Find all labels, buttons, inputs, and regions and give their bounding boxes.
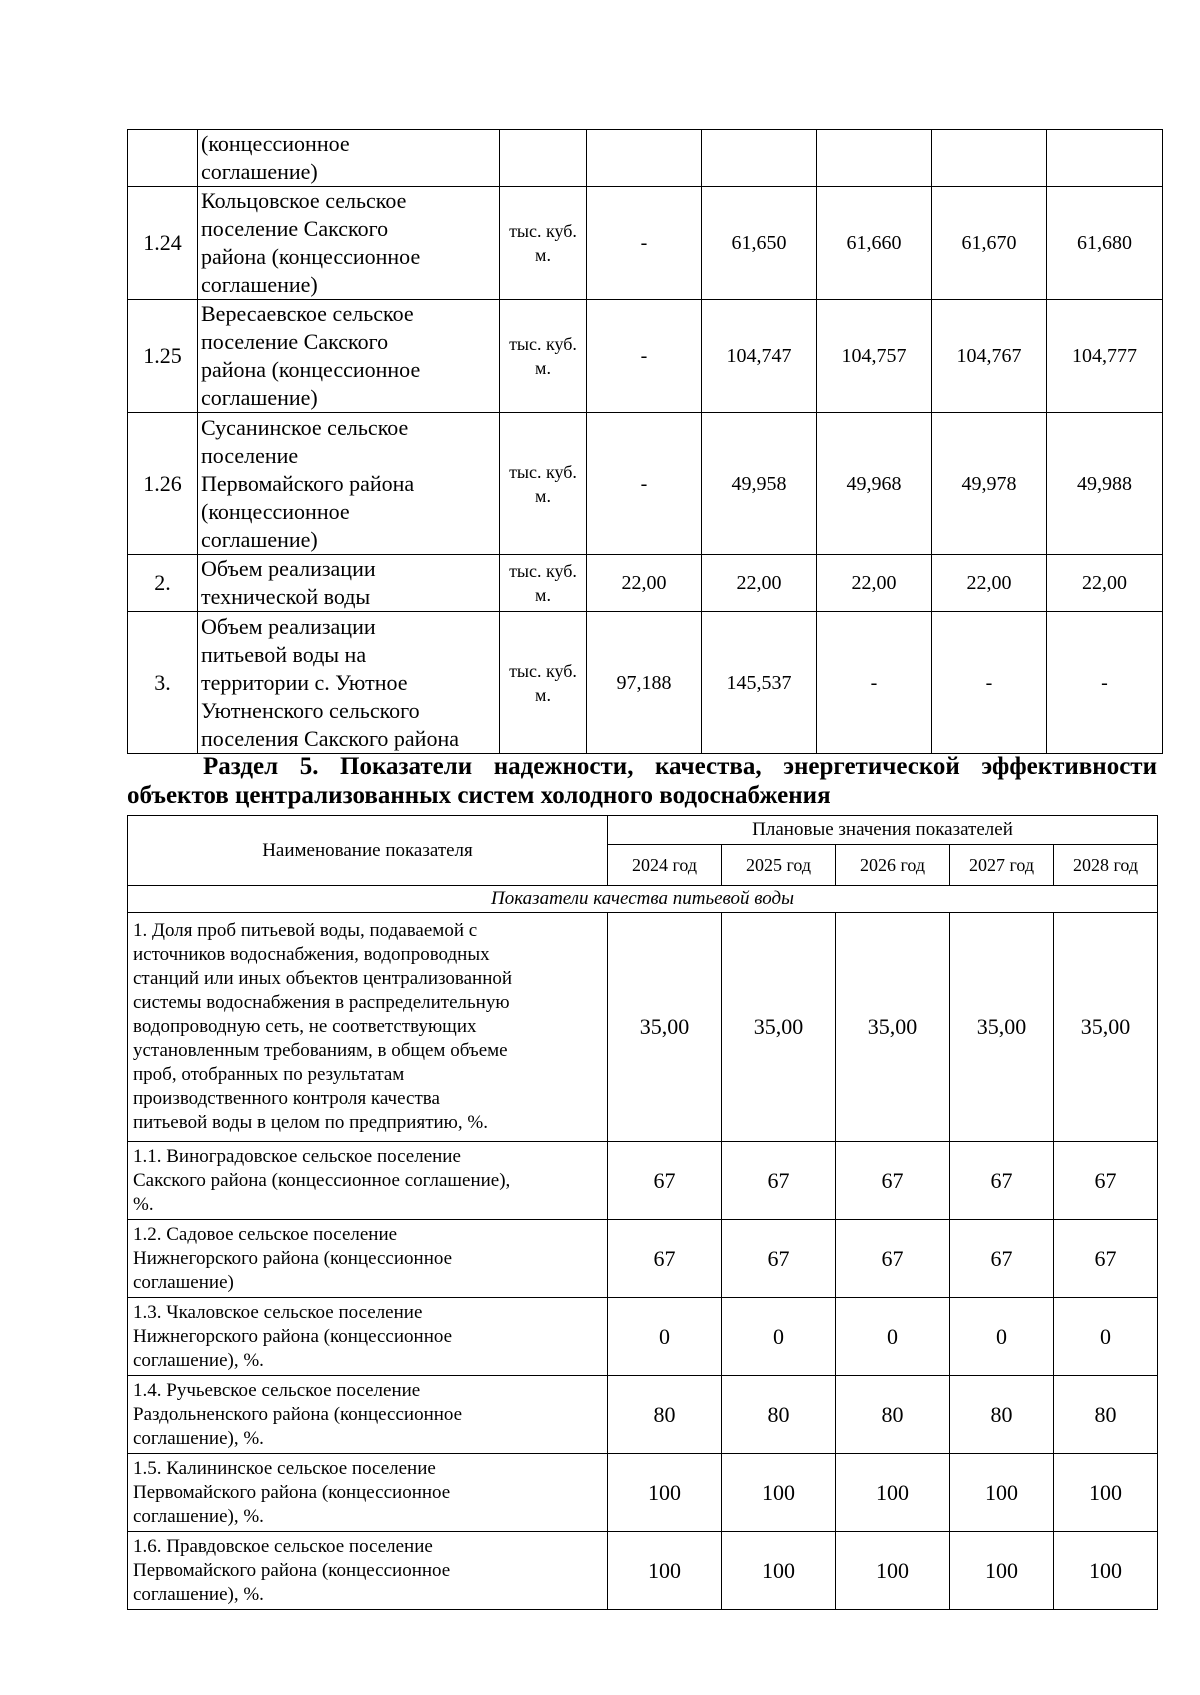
value-cell: 22,00 xyxy=(702,555,817,612)
value-cell: 49,978 xyxy=(932,413,1047,555)
value-cell: 100 xyxy=(836,1532,950,1610)
value-cell: 67 xyxy=(608,1142,722,1220)
value-cell: 35,00 xyxy=(836,913,950,1142)
row-unit: тыс. куб. м. xyxy=(500,612,587,754)
row-number: 1.25 xyxy=(128,300,198,413)
value-cell: - xyxy=(587,300,702,413)
row-number: 2. xyxy=(128,555,198,612)
value-cell: 67 xyxy=(836,1220,950,1298)
value-cell: 97,188 xyxy=(587,612,702,754)
value-cell: 80 xyxy=(722,1376,836,1454)
section-heading: Раздел 5. Показатели надежности, качества, энергетической эффективности объектов централизованных систем холодного водоснабжения xyxy=(127,753,1157,809)
value-cell: 100 xyxy=(608,1454,722,1532)
indicator-description: 1.2. Садовое сельское поселение Нижнегорского района (концессионное соглашение) xyxy=(128,1220,608,1298)
row-unit: тыс. куб. м. xyxy=(500,187,587,300)
year-header: 2025 год xyxy=(722,845,836,886)
table-row xyxy=(128,555,1163,612)
value-cell: - xyxy=(932,612,1047,754)
value-cell: 100 xyxy=(1054,1454,1158,1532)
row-name: Сусанинское сельское поселение Первомайского района (концессионное соглашение) xyxy=(198,413,500,555)
value-cell: 67 xyxy=(722,1220,836,1298)
value-cell: 0 xyxy=(1054,1298,1158,1376)
row-unit: тыс. куб. м. xyxy=(500,300,587,413)
table-row xyxy=(128,1376,1158,1454)
table-row xyxy=(128,187,1163,300)
year-header: 2027 год xyxy=(950,845,1054,886)
value-cell: 22,00 xyxy=(817,555,932,612)
value-cell: 49,988 xyxy=(1047,413,1163,555)
value-cell: 67 xyxy=(1054,1220,1158,1298)
value-cell: 0 xyxy=(722,1298,836,1376)
value-cell: 22,00 xyxy=(1047,555,1163,612)
value-cell: 35,00 xyxy=(608,913,722,1142)
value-cell: 104,777 xyxy=(1047,300,1163,413)
value-cell: 80 xyxy=(608,1376,722,1454)
indicators-table xyxy=(127,815,1158,1610)
table-row xyxy=(128,300,1163,413)
value-cell: 67 xyxy=(950,1220,1054,1298)
year-header: 2028 год xyxy=(1054,845,1158,886)
value-cell: 61,670 xyxy=(932,187,1047,300)
volume-table xyxy=(127,129,1163,754)
value-cell xyxy=(1047,130,1163,187)
row-number: 1.24 xyxy=(128,187,198,300)
value-cell: 67 xyxy=(1054,1142,1158,1220)
value-cell: 35,00 xyxy=(1054,913,1158,1142)
table-row xyxy=(128,1454,1158,1532)
value-cell: - xyxy=(587,413,702,555)
value-cell: 22,00 xyxy=(587,555,702,612)
table-row xyxy=(128,413,1163,555)
value-cell: - xyxy=(817,612,932,754)
row-name: Кольцовское сельское поселение Сакского района (концессионное соглашение) xyxy=(198,187,500,300)
row-name: Объем реализации технической воды xyxy=(198,555,500,612)
value-cell: 35,00 xyxy=(950,913,1054,1142)
value-cell: 100 xyxy=(1054,1532,1158,1610)
value-cell: - xyxy=(1047,612,1163,754)
indicator-description: 1.5. Калининское сельское поселение Первомайского района (концессионное соглашение), %. xyxy=(128,1454,608,1532)
value-cell: 100 xyxy=(722,1454,836,1532)
value-cell: 35,00 xyxy=(722,913,836,1142)
value-cell: 67 xyxy=(836,1142,950,1220)
value-cell: 49,958 xyxy=(702,413,817,555)
value-cell: 49,968 xyxy=(817,413,932,555)
table-row xyxy=(128,1532,1158,1610)
value-cell: 80 xyxy=(950,1376,1054,1454)
indicator-description: 1.4. Ручьевское сельское поселение Раздольненского района (концессионное соглашение), %. xyxy=(128,1376,608,1454)
table-row xyxy=(128,130,1163,187)
row-name: (концессионное соглашение) xyxy=(198,130,500,187)
indicator-description: 1.6. Правдовское сельское поселение Первомайского района (концессионное соглашение), %. xyxy=(128,1532,608,1610)
row-number: 1.26 xyxy=(128,413,198,555)
value-cell: 100 xyxy=(608,1532,722,1610)
value-cell: 104,767 xyxy=(932,300,1047,413)
year-header: 2024 год xyxy=(608,845,722,886)
value-cell: 61,650 xyxy=(702,187,817,300)
row-unit: тыс. куб. м. xyxy=(500,413,587,555)
value-cell: 104,757 xyxy=(817,300,932,413)
value-cell: 100 xyxy=(950,1454,1054,1532)
subsection-row xyxy=(128,886,1158,913)
row-unit: тыс. куб. м. xyxy=(500,555,587,612)
table-row xyxy=(128,612,1163,754)
value-cell xyxy=(817,130,932,187)
table-row xyxy=(128,1142,1158,1220)
indicator-description: 1. Доля проб питьевой воды, подаваемой с источников водоснабжения, водопроводных станций или иных объектов централизованной системы водоснабжения в распределительную водопроводную сеть, не соответствующих установленным требованиям, в общем объеме проб, отобранных по результатам производственного контроля качества питьевой воды в целом по предприятию, %. xyxy=(128,913,608,1142)
indicator-description: 1.3. Чкаловское сельское поселение Нижнегорского района (концессионное соглашение), %. xyxy=(128,1298,608,1376)
plan-values-header: Плановые значения показателей xyxy=(608,816,1158,845)
value-cell xyxy=(702,130,817,187)
value-cell: 100 xyxy=(950,1532,1054,1610)
value-cell: 80 xyxy=(1054,1376,1158,1454)
table-row xyxy=(128,1298,1158,1376)
row-name: Вересаевское сельское поселение Сакского района (концессионное соглашение) xyxy=(198,300,500,413)
value-cell: 67 xyxy=(608,1220,722,1298)
subsection-title: Показатели качества питьевой воды xyxy=(128,886,1158,913)
value-cell: 67 xyxy=(950,1142,1054,1220)
indicator-description: 1.1. Виноградовское сельское поселение Сакского района (концессионное соглашение), %. xyxy=(128,1142,608,1220)
value-cell: 0 xyxy=(608,1298,722,1376)
value-cell: 104,747 xyxy=(702,300,817,413)
value-cell xyxy=(932,130,1047,187)
row-name: Объем реализации питьевой воды на территории с. Уютное Уютненского сельского поселения Сакского района xyxy=(198,612,500,754)
value-cell: 0 xyxy=(950,1298,1054,1376)
table-row xyxy=(128,1220,1158,1298)
value-cell: 61,660 xyxy=(817,187,932,300)
value-cell: 61,680 xyxy=(1047,187,1163,300)
row-number xyxy=(128,130,198,187)
row-unit xyxy=(500,130,587,187)
value-cell: 67 xyxy=(722,1142,836,1220)
value-cell: 100 xyxy=(722,1532,836,1610)
value-cell: 22,00 xyxy=(932,555,1047,612)
value-cell: 80 xyxy=(836,1376,950,1454)
value-cell: - xyxy=(587,187,702,300)
value-cell: 145,537 xyxy=(702,612,817,754)
year-header: 2026 год xyxy=(836,845,950,886)
header-row xyxy=(128,816,1158,845)
value-cell: 0 xyxy=(836,1298,950,1376)
row-number: 3. xyxy=(128,612,198,754)
value-cell: 100 xyxy=(836,1454,950,1532)
indicator-name-header: Наименование показателя xyxy=(128,816,608,886)
table-row xyxy=(128,913,1158,1142)
value-cell xyxy=(587,130,702,187)
